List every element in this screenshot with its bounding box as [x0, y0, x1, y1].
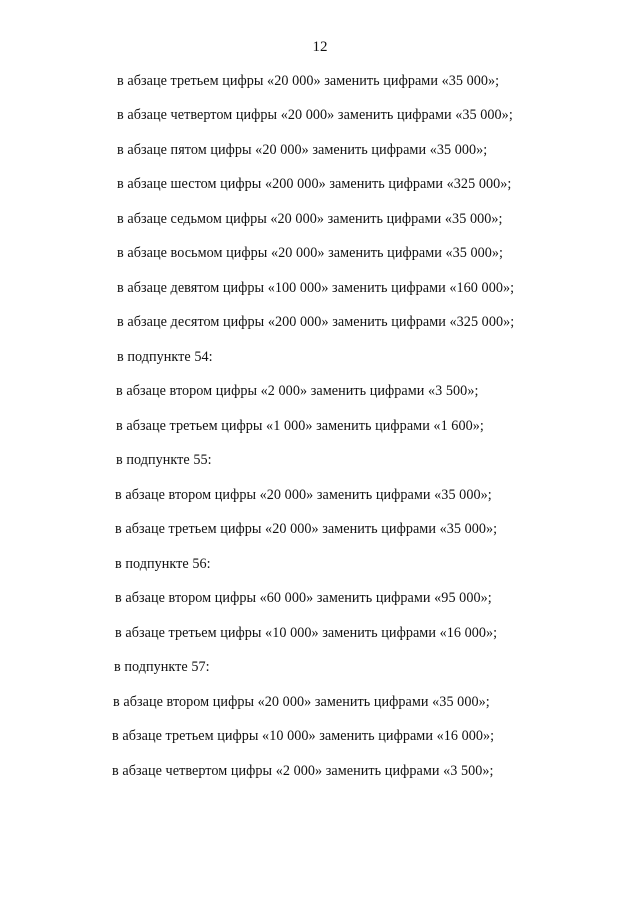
body-line: в абзаце седьмом цифры «20 000» заменить цифрами «35 000»; [117, 211, 503, 227]
body-line: в абзаце четвертом цифры «20 000» заменить цифрами «35 000»; [117, 107, 513, 123]
body-line: в подпункте 55: [116, 452, 212, 468]
body-line: в абзаце втором цифры «20 000» заменить цифрами «35 000»; [113, 694, 490, 710]
body-line: в подпункте 56: [115, 556, 211, 572]
body-line: в абзаце третьем цифры «10 000» заменить цифрами «16 000»; [112, 728, 495, 744]
body-line: в абзаце втором цифры «2 000» заменить цифрами «3 500»; [116, 383, 479, 399]
body-line: в подпункте 57: [114, 659, 210, 675]
body-line: в абзаце шестом цифры «200 000» заменить цифрами «325 000»; [117, 176, 512, 192]
body-line: в абзаце третьем цифры «20 000» заменить цифрами «35 000»; [117, 73, 500, 89]
body-line: в абзаце третьем цифры «10 000» заменить цифрами «16 000»; [115, 625, 498, 641]
body-line: в абзаце четвертом цифры «2 000» заменить цифрами «3 500»; [112, 763, 494, 779]
body-line: в абзаце десятом цифры «200 000» заменить цифрами «325 000»; [117, 314, 515, 330]
body-line: в абзаце восьмом цифры «20 000» заменить цифрами «35 000»; [117, 245, 504, 261]
body-line: в абзаце третьем цифры «20 000» заменить цифрами «35 000»; [115, 521, 498, 537]
body-line: в абзаце втором цифры «20 000» заменить цифрами «35 000»; [115, 487, 492, 503]
body-line: в абзаце втором цифры «60 000» заменить цифрами «95 000»; [115, 590, 492, 606]
body-line: в подпункте 54: [117, 349, 213, 365]
page-number: 12 [312, 39, 328, 55]
body-line: в абзаце девятом цифры «100 000» заменить цифрами «160 000»; [117, 280, 515, 296]
body-line: в абзаце третьем цифры «1 000» заменить цифрами «1 600»; [116, 418, 484, 434]
body-line: в абзаце пятом цифры «20 000» заменить цифрами «35 000»; [117, 142, 488, 158]
